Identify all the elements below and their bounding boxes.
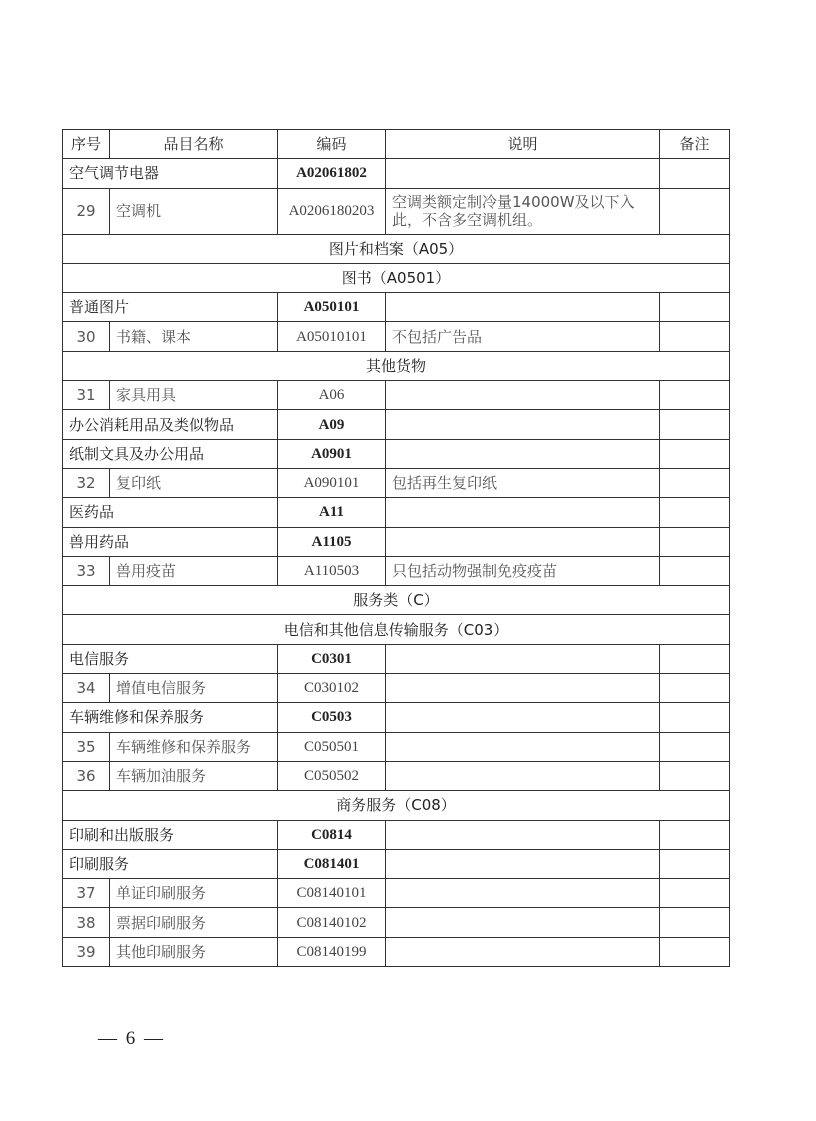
category-row xyxy=(63,703,730,732)
table-row xyxy=(63,937,730,966)
item-name: 车辆维修和保养服务 xyxy=(110,732,278,761)
category-row xyxy=(63,159,730,188)
description-cell xyxy=(386,908,660,937)
table-row xyxy=(63,381,730,410)
item-name: 车辆加油服务 xyxy=(110,761,278,790)
section-row xyxy=(63,791,730,820)
category-row xyxy=(63,293,730,322)
serial-number: 30 xyxy=(63,322,110,351)
category-name: 医药品 xyxy=(63,498,278,527)
table-row xyxy=(63,322,730,351)
header-serial: 序号 xyxy=(63,130,110,159)
table-row xyxy=(63,732,730,761)
remarks-cell xyxy=(660,820,730,849)
remarks-cell xyxy=(660,732,730,761)
category-code: A11 xyxy=(278,498,386,527)
serial-number: 35 xyxy=(63,732,110,761)
section-row xyxy=(63,351,730,380)
table-row xyxy=(63,879,730,908)
procurement-catalog-table xyxy=(62,129,730,967)
category-code: A050101 xyxy=(278,293,386,322)
remarks-cell xyxy=(660,498,730,527)
category-name: 电信服务 xyxy=(63,644,278,673)
table-row xyxy=(63,556,730,585)
description-cell xyxy=(386,381,660,410)
serial-number: 32 xyxy=(63,468,110,497)
item-name: 家具用具 xyxy=(110,381,278,410)
serial-number: 37 xyxy=(63,879,110,908)
description-cell: 包括再生复印纸 xyxy=(386,468,660,497)
description-cell xyxy=(386,674,660,703)
remarks-cell xyxy=(660,381,730,410)
serial-number: 31 xyxy=(63,381,110,410)
table-header-row xyxy=(63,130,730,159)
item-code: C08140101 xyxy=(278,879,386,908)
description-cell xyxy=(386,293,660,322)
item-code: A090101 xyxy=(278,468,386,497)
description-cell xyxy=(386,644,660,673)
item-code: A110503 xyxy=(278,556,386,585)
category-code: C0503 xyxy=(278,703,386,732)
remarks-cell xyxy=(660,703,730,732)
category-name: 普通图片 xyxy=(63,293,278,322)
serial-number: 29 xyxy=(63,188,110,234)
serial-number: 38 xyxy=(63,908,110,937)
serial-number: 33 xyxy=(63,556,110,585)
remarks-cell xyxy=(660,322,730,351)
category-name: 印刷和出版服务 xyxy=(63,820,278,849)
category-name: 印刷服务 xyxy=(63,849,278,878)
item-code: C08140102 xyxy=(278,908,386,937)
remarks-cell xyxy=(660,468,730,497)
description-cell: 只包括动物强制免疫疫苗 xyxy=(386,556,660,585)
category-code: C081401 xyxy=(278,849,386,878)
item-name: 书籍、课本 xyxy=(110,322,278,351)
description-cell: 不包括广告品 xyxy=(386,322,660,351)
category-row xyxy=(63,439,730,468)
section-title: 图书（A0501） xyxy=(63,263,730,292)
remarks-cell xyxy=(660,908,730,937)
description-cell xyxy=(386,937,660,966)
section-title: 服务类（C） xyxy=(63,586,730,615)
item-name: 其他印刷服务 xyxy=(110,937,278,966)
remarks-cell xyxy=(660,879,730,908)
remarks-cell xyxy=(660,556,730,585)
remarks-cell xyxy=(660,410,730,439)
remarks-cell xyxy=(660,527,730,556)
header-description: 说明 xyxy=(386,130,660,159)
table-row xyxy=(63,674,730,703)
table-row xyxy=(63,761,730,790)
section-row xyxy=(63,615,730,644)
description-cell xyxy=(386,879,660,908)
description-cell xyxy=(386,159,660,188)
item-name: 增值电信服务 xyxy=(110,674,278,703)
remarks-cell xyxy=(660,293,730,322)
section-title: 商务服务（C08） xyxy=(63,791,730,820)
item-code: C030102 xyxy=(278,674,386,703)
category-code: A09 xyxy=(278,410,386,439)
table-row xyxy=(63,468,730,497)
description-cell xyxy=(386,732,660,761)
description-cell xyxy=(386,439,660,468)
serial-number: 34 xyxy=(63,674,110,703)
table-body xyxy=(63,159,730,967)
section-row xyxy=(63,234,730,263)
category-row xyxy=(63,498,730,527)
serial-number: 39 xyxy=(63,937,110,966)
serial-number: 36 xyxy=(63,761,110,790)
description-cell xyxy=(386,703,660,732)
description-cell: 空调类额定制冷量14000W及以下入此，不含多空调机组。 xyxy=(386,188,660,234)
section-title: 图片和档案（A05） xyxy=(63,234,730,263)
header-item-name: 品目名称 xyxy=(110,130,278,159)
description-cell xyxy=(386,849,660,878)
remarks-cell xyxy=(660,674,730,703)
remarks-cell xyxy=(660,644,730,673)
category-row xyxy=(63,820,730,849)
category-code: C0814 xyxy=(278,820,386,849)
remarks-cell xyxy=(660,188,730,234)
item-name: 复印纸 xyxy=(110,468,278,497)
category-code: C0301 xyxy=(278,644,386,673)
remarks-cell xyxy=(660,159,730,188)
category-code: A0901 xyxy=(278,439,386,468)
item-code: C050502 xyxy=(278,761,386,790)
item-code: C050501 xyxy=(278,732,386,761)
category-row xyxy=(63,410,730,439)
description-cell xyxy=(386,410,660,439)
table-row xyxy=(63,188,730,234)
category-row xyxy=(63,849,730,878)
item-code: A06 xyxy=(278,381,386,410)
category-name: 纸制文具及办公用品 xyxy=(63,439,278,468)
category-code: A1105 xyxy=(278,527,386,556)
item-name: 票据印刷服务 xyxy=(110,908,278,937)
item-name: 空调机 xyxy=(110,188,278,234)
section-row xyxy=(63,586,730,615)
table-row xyxy=(63,908,730,937)
remarks-cell xyxy=(660,937,730,966)
item-name: 兽用疫苗 xyxy=(110,556,278,585)
header-remarks: 备注 xyxy=(660,130,730,159)
remarks-cell xyxy=(660,849,730,878)
item-code: A05010101 xyxy=(278,322,386,351)
category-row xyxy=(63,644,730,673)
category-name: 办公消耗用品及类似物品 xyxy=(63,410,278,439)
section-title: 电信和其他信息传输服务（C03） xyxy=(63,615,730,644)
category-name: 车辆维修和保养服务 xyxy=(63,703,278,732)
description-cell xyxy=(386,498,660,527)
section-title: 其他货物 xyxy=(63,351,730,380)
item-code: A0206180203 xyxy=(278,188,386,234)
category-name: 空气调节电器 xyxy=(63,159,278,188)
remarks-cell xyxy=(660,439,730,468)
item-code: C08140199 xyxy=(278,937,386,966)
category-name: 兽用药品 xyxy=(63,527,278,556)
item-name: 单证印刷服务 xyxy=(110,879,278,908)
page-number: — 6 — xyxy=(98,1028,165,1049)
description-cell xyxy=(386,820,660,849)
category-code: A02061802 xyxy=(278,159,386,188)
description-cell xyxy=(386,761,660,790)
header-code: 编码 xyxy=(278,130,386,159)
section-row xyxy=(63,263,730,292)
description-cell xyxy=(386,527,660,556)
category-row xyxy=(63,527,730,556)
remarks-cell xyxy=(660,761,730,790)
